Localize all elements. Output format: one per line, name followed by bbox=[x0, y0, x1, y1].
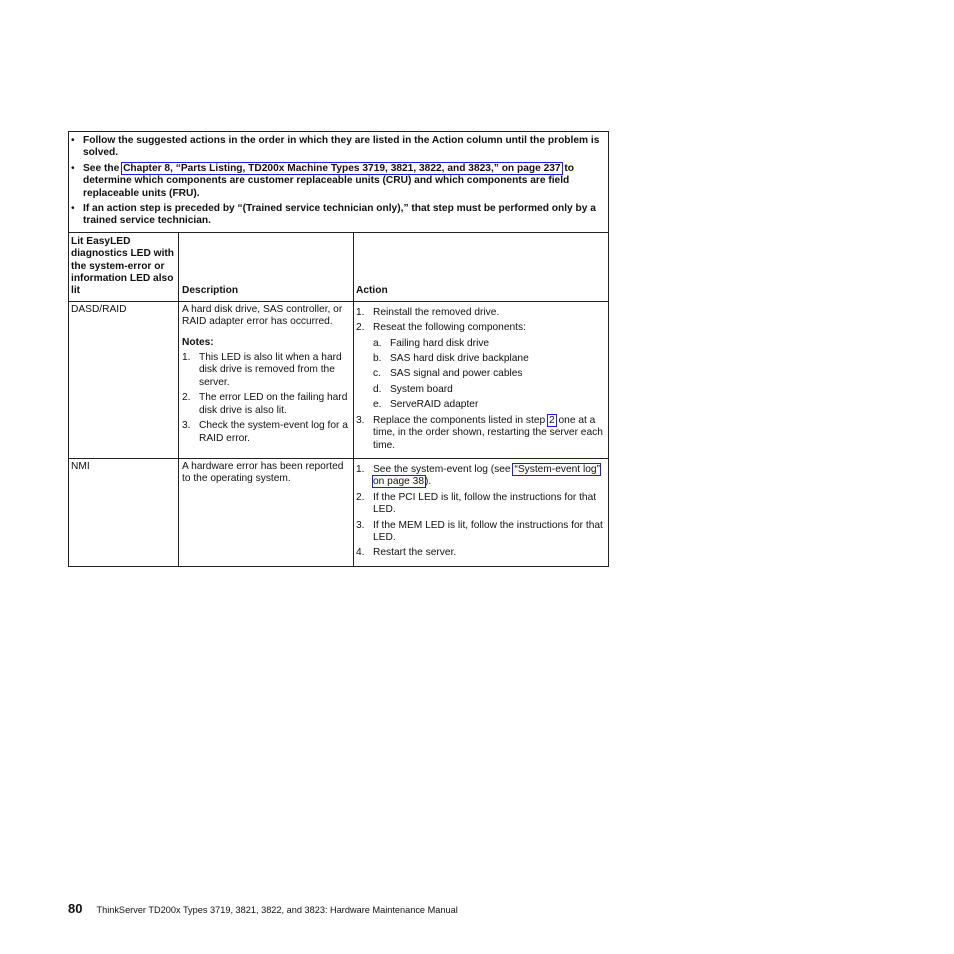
table-header-row bbox=[69, 232, 608, 301]
item-number: 2. bbox=[182, 392, 191, 404]
list-item bbox=[182, 420, 350, 445]
action-list bbox=[356, 464, 606, 560]
note-item bbox=[71, 163, 604, 200]
sub-list-item bbox=[373, 338, 606, 350]
notes-list bbox=[182, 352, 350, 445]
description-text: A hard disk drive, SAS controller, or RAID adapter error has occurred. bbox=[182, 303, 343, 328]
item-text: System board bbox=[390, 383, 453, 395]
item-text: ServeRAID adapter bbox=[390, 399, 479, 411]
action-cell bbox=[354, 302, 608, 458]
list-item bbox=[356, 492, 606, 517]
text-run: If the PCI LED is lit, follow the instructions for that LED. bbox=[373, 491, 597, 516]
list-item bbox=[356, 464, 606, 489]
text-run: If the MEM LED is lit, follow the instructions for that LED. bbox=[373, 519, 603, 543]
item-text bbox=[373, 322, 606, 411]
note-item bbox=[71, 203, 604, 228]
text-run: Replace the components listed in step bbox=[373, 414, 548, 426]
item-number: 2. bbox=[356, 322, 365, 334]
list-item bbox=[356, 322, 606, 411]
item-text bbox=[373, 492, 606, 517]
item-number: 3. bbox=[182, 420, 191, 432]
item-letter: e. bbox=[373, 399, 382, 411]
description-cell bbox=[179, 302, 354, 458]
sub-list bbox=[373, 338, 606, 412]
item-text: The error LED on the failing hard disk drive is also lit. bbox=[199, 392, 348, 416]
item-letter: c. bbox=[373, 368, 381, 380]
item-text: Check the system-event log for a RAID error. bbox=[199, 420, 348, 444]
text-run: to determine which components are customer replaceable units (CRU) and which components are field replaceable units (FRU). bbox=[83, 162, 575, 199]
item-number: 1. bbox=[356, 306, 365, 318]
action-cell bbox=[354, 459, 608, 566]
item-text: Failing hard disk drive bbox=[390, 337, 490, 349]
header-lit-led-label: Lit EasyLED diagnostics LED with the system-error or information LED also lit bbox=[71, 235, 175, 297]
item-text bbox=[373, 415, 606, 452]
table-row bbox=[69, 301, 608, 458]
footer-title: ThinkServer TD200x Types 3719, 3821, 3822, and 3823: Hardware Maintenance Manual bbox=[96, 905, 458, 915]
table-row bbox=[69, 458, 608, 566]
led-cell: NMI bbox=[69, 459, 179, 566]
led-cell: DASD/RAID bbox=[69, 302, 179, 458]
list-item bbox=[356, 307, 606, 319]
text-run: Restart the server. bbox=[373, 547, 457, 559]
list-item bbox=[182, 352, 350, 389]
description-cell bbox=[179, 459, 354, 566]
sub-list-item bbox=[373, 399, 606, 411]
item-number: 2. bbox=[356, 491, 365, 503]
item-letter: b. bbox=[373, 353, 382, 365]
sub-list-item bbox=[373, 353, 606, 365]
list-item bbox=[182, 392, 350, 417]
action-list bbox=[356, 307, 606, 452]
header-action bbox=[354, 233, 608, 301]
text-run: ). bbox=[425, 476, 432, 488]
led-diagnostics-table bbox=[68, 131, 609, 567]
list-item bbox=[356, 520, 606, 545]
item-text: This LED is also lit when a hard disk drive is removed from the server. bbox=[199, 352, 342, 388]
note-item bbox=[71, 135, 604, 160]
note-text bbox=[83, 163, 604, 200]
list-item bbox=[356, 415, 606, 452]
item-letter: a. bbox=[373, 337, 382, 349]
text-run: Follow the suggested actions in the order in which they are listed in the Action column until the problem is solved. bbox=[83, 135, 600, 159]
text-run: If an action step is preceded by “(Trained service technician only),” that step must be performed only by a trained service technician. bbox=[83, 203, 596, 227]
item-text: SAS signal and power cables bbox=[390, 368, 523, 380]
table-notes bbox=[69, 132, 608, 232]
bullet: • bbox=[71, 203, 75, 215]
header-action-label: Action bbox=[356, 285, 388, 297]
item-number: 3. bbox=[356, 414, 365, 426]
item-number: 4. bbox=[356, 547, 365, 559]
header-lit-led bbox=[69, 233, 179, 301]
notes-label: Notes: bbox=[182, 336, 214, 348]
text-run: See the bbox=[83, 162, 123, 174]
text-run: one at a time, in the order shown, restarting the server each time. bbox=[373, 414, 603, 451]
item-text bbox=[373, 520, 606, 545]
page-footer bbox=[68, 901, 458, 916]
item-text bbox=[373, 547, 606, 559]
text-run: Reinstall the removed drive. bbox=[373, 306, 500, 318]
bullet: • bbox=[71, 162, 75, 174]
text-run: Reseat the following components: bbox=[373, 322, 526, 334]
description-text: A hardware error has been reported to the operating system. bbox=[182, 460, 344, 485]
item-text bbox=[373, 307, 606, 319]
note-text bbox=[83, 135, 604, 160]
note-text bbox=[83, 203, 604, 228]
sub-list-item bbox=[373, 368, 606, 380]
cross-reference-link[interactable]: Chapter 8, “Parts Listing, TD200x Machine Types 3719, 3821, 3822, and 3823,” on page 237 bbox=[123, 162, 561, 174]
cross-reference-link[interactable]: 2 bbox=[549, 414, 555, 426]
header-description-label: Description bbox=[182, 285, 239, 297]
item-number: 1. bbox=[356, 463, 365, 475]
cross-reference-link[interactable]: “System-event log” on page 38 bbox=[373, 463, 600, 488]
bullet: • bbox=[71, 135, 75, 146]
item-text: SAS hard disk drive backplane bbox=[390, 353, 529, 365]
item-text bbox=[373, 464, 606, 489]
text-run: See the system-event log (see bbox=[373, 463, 514, 475]
item-letter: d. bbox=[373, 383, 382, 395]
header-description bbox=[179, 233, 354, 301]
sub-list-item bbox=[373, 384, 606, 396]
item-number: 1. bbox=[182, 352, 191, 364]
page-number: 80 bbox=[68, 901, 83, 916]
list-item bbox=[356, 547, 606, 559]
item-number: 3. bbox=[356, 519, 365, 531]
